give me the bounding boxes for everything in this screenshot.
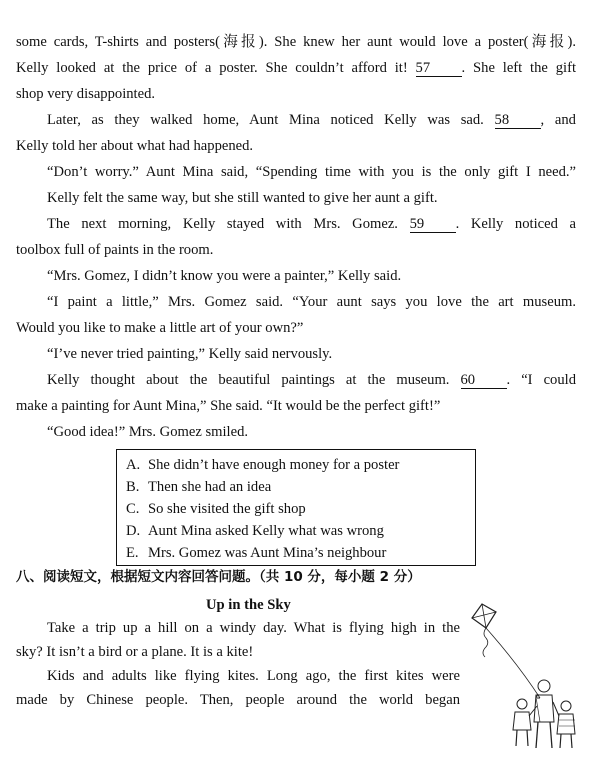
option-text: She didn’t have enough money for a poster (148, 457, 400, 473)
passage-text: Kelly thought about the beautiful paintings at the museum. (47, 372, 450, 388)
passage-line: “Good idea!” Mrs. Gomez smiled. (47, 424, 249, 440)
option-text: Aunt Mina asked Kelly what was wrong (148, 523, 384, 539)
passage-line: sky? It isn’t a bird or a plane. It is a kite! (16, 644, 254, 660)
passage-line (16, 58, 576, 78)
passage-text: Kelly looked at the price of a poster. She couldn’t afford it! (16, 60, 408, 76)
passage-line: “I’ve never tried painting,” Kelly said nervously. (47, 346, 333, 362)
passage-line: “Mrs. Gomez, I didn’t know you were a painter,” Kelly said. (47, 268, 402, 284)
answer-blank-58: 58 (495, 112, 541, 129)
passage-line: shop very disappointed. (16, 86, 156, 102)
passage-line: Take a trip up a hill on a windy day. What is flying high in the (47, 620, 460, 636)
passage-line (47, 214, 576, 234)
answer-blank-59: 59 (410, 216, 456, 233)
option-text: Then she had an idea (148, 479, 272, 495)
kite-flying-illustration (470, 602, 580, 752)
passage-line: Kids and adults like flying kites. Long ago, the first kites were (47, 668, 460, 684)
option-letter: B. (126, 479, 140, 495)
passage-text: . Kelly noticed a (455, 216, 576, 232)
passage-text: Later, as they walked home, Aunt Mina noticed Kelly was sad. (47, 112, 484, 128)
passage-line: some cards, T-shirts and posters(海报). She knew her aunt would love a poster(海报). (16, 34, 576, 50)
option-text: Mrs. Gomez was Aunt Mina’s neighbour (148, 545, 387, 561)
passage-line: Kelly felt the same way, but she still wanted to give her aunt a gift. (47, 190, 438, 206)
option-letter: E. (126, 545, 139, 561)
option-letter: C. (126, 501, 140, 517)
passage-line (47, 370, 576, 390)
passage-text: . “I could (506, 372, 576, 388)
passage-line: “Don’t worry.” Aunt Mina said, “Spending time with you is the only gift I need.” (47, 164, 576, 180)
passage-line (47, 110, 576, 130)
passage-line: Would you like to make a little art of your own?” (16, 320, 304, 336)
passage-text: , and (540, 112, 576, 128)
section-heading: 八、阅读短文，根据短文内容回答问题。（共 10 分，每小题 2 分） (16, 569, 421, 585)
passage-text: . She left the gift (461, 60, 576, 76)
passage-line: made by Chinese people. Then, people around the world began (16, 692, 460, 708)
story-title: Up in the Sky (206, 597, 291, 613)
option-d (126, 522, 384, 540)
option-e (126, 544, 386, 562)
option-text: So she visited the gift shop (148, 501, 306, 517)
option-a (126, 456, 399, 474)
passage-line: Kelly told her about what had happened. (16, 138, 254, 154)
passage-text: The next morning, Kelly stayed with Mrs. Gomez. (47, 216, 398, 232)
options-box (116, 449, 476, 566)
option-b (126, 478, 271, 496)
option-letter: A. (126, 457, 141, 473)
option-letter: D. (126, 523, 141, 539)
answer-blank-60: 60 (461, 372, 507, 389)
answer-blank-57: 57 (416, 60, 462, 77)
option-c (126, 500, 306, 518)
passage-line: toolbox full of paints in the room. (16, 242, 214, 258)
passage-line: “I paint a little,” Mrs. Gomez said. “Your aunt says you love the art museum. (47, 294, 576, 310)
passage-line: make a painting for Aunt Mina,” She said. “It would be the perfect gift!” (16, 398, 441, 414)
